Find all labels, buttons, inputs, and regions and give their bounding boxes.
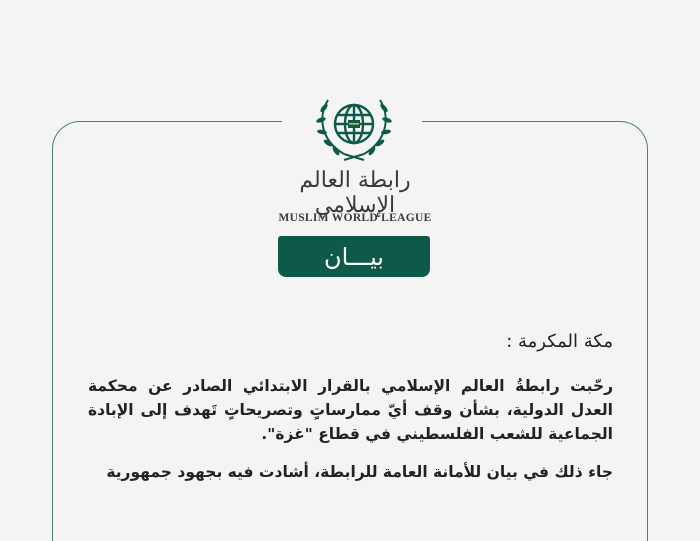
paragraph-2: جاء ذلك في بيان للأمانة العامة للرابطة، أشادت فيه بجهود جمهورية (106, 463, 613, 481)
org-name-english: MUSLIM WORLD LEAGUE (278, 212, 432, 224)
paragraph-1: رحّبت رابطةُ العالم الإسلامي بالقرار الابتدائي الصادر عن محكمة العدل الدولية، بشأن وقف أيّ ممارساتٍ وتصريحاتٍ تَهدف إلى الإبادة الجماعية للشعب الفلسطيني في قطاع "غزة". (88, 377, 613, 443)
globe-wreath-icon (314, 88, 394, 164)
org-name-arabic: رابطة العالم الإسلامي (299, 168, 411, 218)
statement-label: بيـــان (324, 242, 384, 271)
statement-body (88, 330, 613, 498)
statement-badge (278, 236, 430, 277)
dateline: مكة المكرمة : (506, 331, 613, 352)
